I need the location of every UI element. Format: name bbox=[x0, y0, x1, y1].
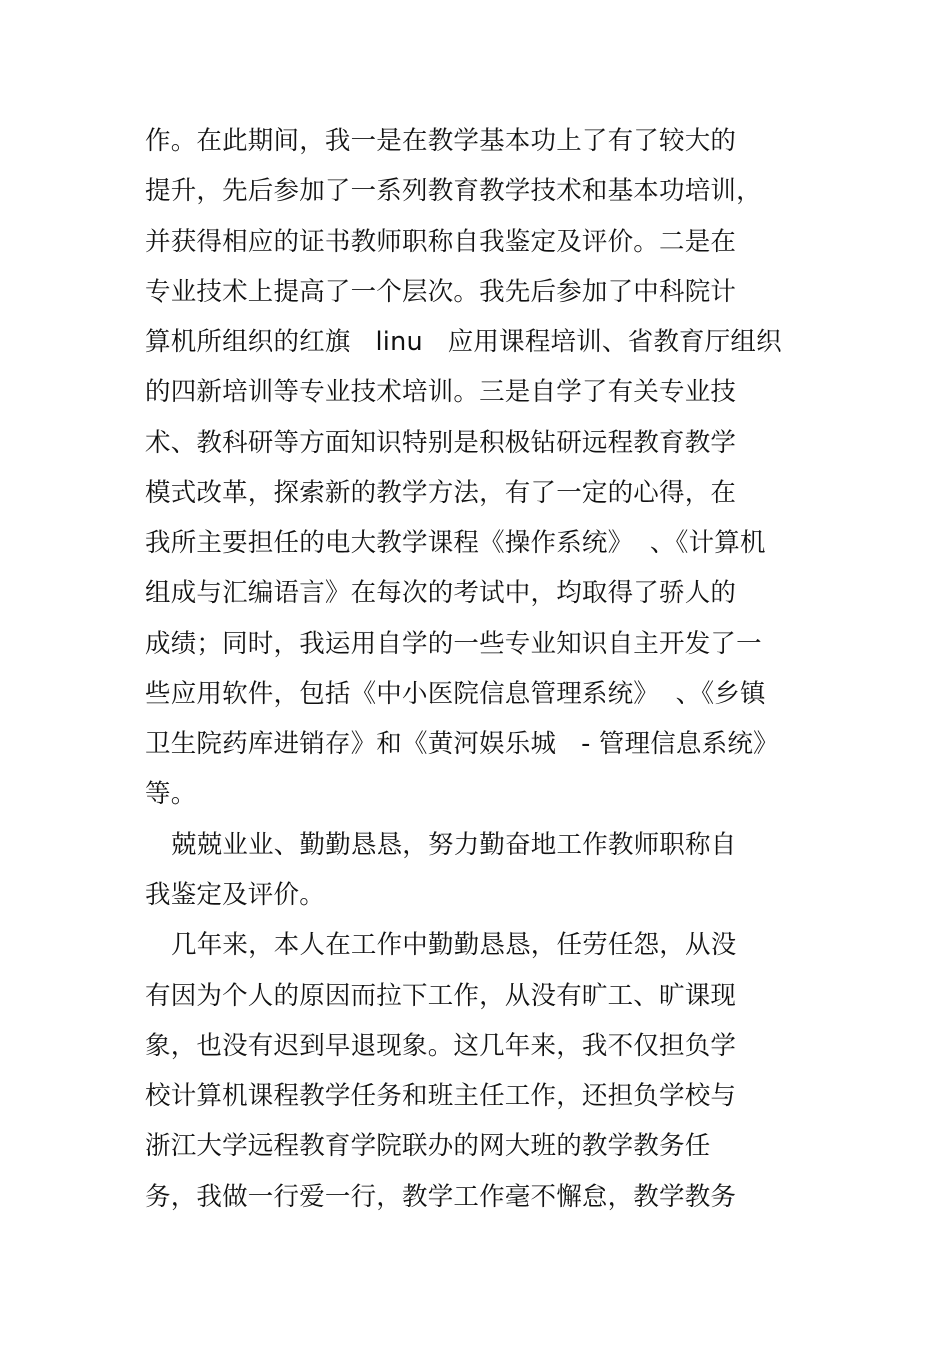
text-line: 专业技术上提高了一个层次。我先后参加了中科院计 bbox=[145, 277, 737, 307]
text-line: 术、教科研等方面知识特别是积极钻研远程教育教学 bbox=[145, 428, 737, 458]
text-line: 模式改革，探索新的教学方法，有了一定的心得，在 bbox=[145, 478, 737, 508]
text-line: 象，也没有迟到早退现象。这几年来，我不仅担负学 bbox=[145, 1031, 737, 1061]
text-line: 的四新培训等专业技术培训。三是自学了有关专业技 bbox=[145, 377, 737, 407]
text-line: 些应用软件，包括《中小医院信息管理系统》 、《乡镇 bbox=[145, 679, 766, 709]
text-line: 成绩；同时，我运用自学的一些专业知识自主开发了一 bbox=[145, 629, 762, 659]
text-line: 组成与汇编语言》在每次的考试中，均取得了骄人的 bbox=[145, 578, 737, 608]
paragraph-first-line: 几年来，本人在工作中勤勤恳恳，任劳任怨，从没 bbox=[171, 930, 737, 960]
paragraph-first-line: 兢兢业业、勤勤恳恳，努力勤奋地工作教师职称自 bbox=[171, 830, 737, 860]
text-line: 等。 bbox=[145, 779, 197, 809]
text-line: 提升，先后参加了一系列教育教学技术和基本功培训， bbox=[145, 176, 762, 206]
text-line: 卫生院药库进销存》和《黄河娱乐城 - 管理信息系统》 bbox=[145, 729, 779, 759]
text-line: 校计算机课程教学任务和班主任工作，还担负学校与 bbox=[145, 1081, 737, 1111]
text-line: 作。在此期间，我一是在教学基本功上了有了较大的 bbox=[145, 126, 737, 156]
text-line: 并获得相应的证书教师职称自我鉴定及评价。二是在 bbox=[145, 227, 737, 257]
text-line: 浙江大学远程教育学院联办的网大班的教学教务任 bbox=[145, 1131, 711, 1161]
text-line: 算机所组织的红旗 linu 应用课程培训、省教育厅组织 bbox=[145, 327, 782, 357]
text-line: 我所主要担任的电大教学课程《操作系统》 、《计算机 bbox=[145, 528, 766, 558]
text-line: 有因为个人的原因而拉下工作，从没有旷工、旷课现 bbox=[145, 981, 737, 1011]
text-line: 我鉴定及评价。 bbox=[145, 880, 325, 910]
text-line: 务，我做一行爱一行，教学工作毫不懈怠，教学教务 bbox=[145, 1182, 737, 1212]
